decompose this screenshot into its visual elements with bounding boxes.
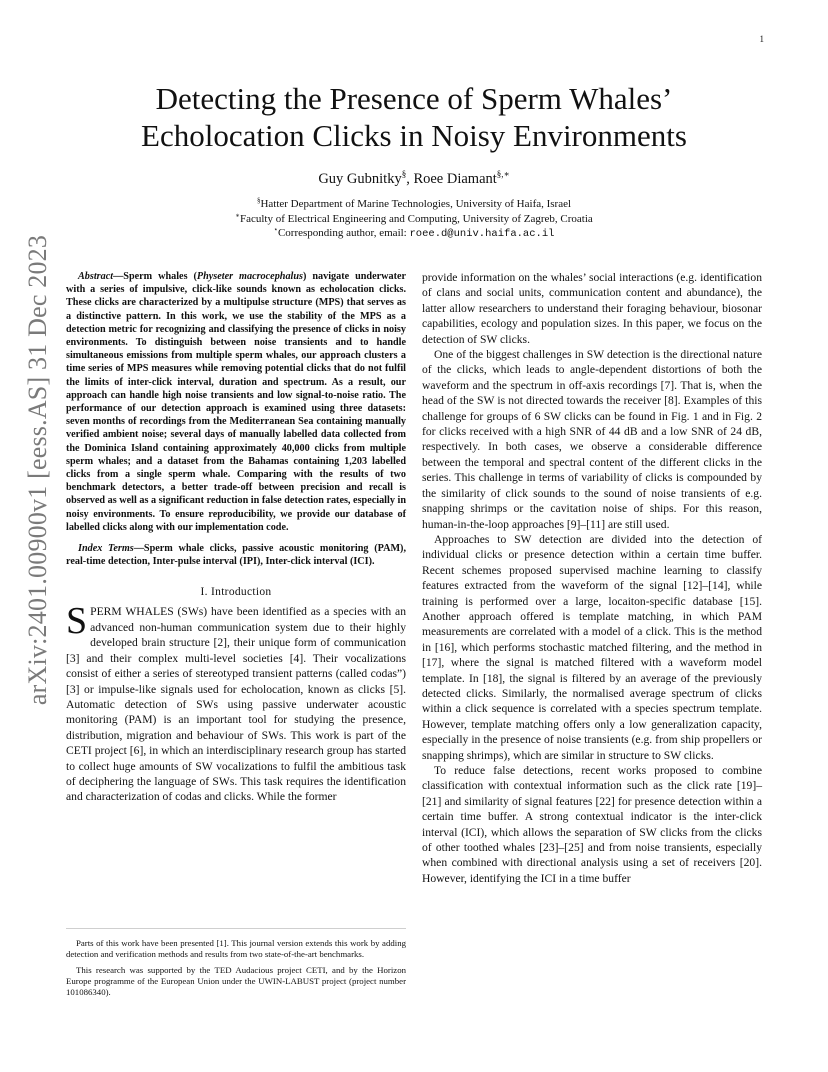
index-terms-text: —Sperm whale clicks, passive acoustic monitoring (PAM), real-time detection, Inter-pulse interval (IPI), Inter-click interval (ICI). [66,543,406,568]
dropcap: S [66,600,88,643]
footnote-1: Parts of this work have been presented [1]. This journal version extends this work by adding detection and verification methods and results from two state-of-the-art benchmarks. [66,938,406,960]
arxiv-identifier: arXiv:2401.00900v1 [eess.AS] 31 Dec 2023 [23,234,52,706]
corresponding-email[interactable]: roee.d@univ.haifa.ac.il [409,228,555,240]
affiliation-1-text: Hatter Department of Marine Technologies, University of Haifa, Israel [260,198,572,210]
abstract-species: Physeter macrocephalus [196,271,304,282]
affiliation-1 [60,197,768,212]
page-number: 1 [759,34,764,44]
left-column [66,270,406,805]
title-line-2: Echolocation Clicks in Noisy Environments [141,118,687,153]
corresponding-mark: ⋆ [273,225,278,234]
intro-paragraph-1 [66,600,406,804]
author-2-mark: §,∗ [496,169,510,180]
paper-title [60,80,768,154]
affiliation-2-text: Faculty of Electrical Engineering and Computing, University of Zagreb, Croatia [239,212,593,225]
intro-paragraph-continued: provide information on the whales’ social interactions (e.g. identification of clans and social units, communication content and abundance), the latter allow researchers to understand their foraging behaviour, biosonar capabilities, ecology and population sizes. In this paper, we focus on the detection of SW clicks. [422,271,762,346]
author-1-mark: § [401,169,407,180]
footnotes [66,938,406,1002]
intro-paragraph-2: One of the biggest challenges in SW detection is the directional nature of the clicks, which leads to angle-dependent distortions of both the waveform and the spectrum in off-axis recordings [7]. That is, when the head of the SW is not directed towards the receiver [8]. Examples of this challenge for groups of 6 SW clicks can be found in Fig. 1 and in Fig. 2 for clicks received with a high SNR of 44 dB and a low SNR of 24 dB, respectively. In both cases, we observe a considerable difference between the temporal and spectral content of the different clicks in the series. This challenge in terms of variability of clicks is compounded by the similarity of click sounds to the sound of noise transients of e.g. snapping shrimps or the cavitation noise of ships. For this reason, human-in-the-loop approaches [9]–[11] are still used. [422,348,762,531]
corresponding-author [60,226,768,242]
footnote-divider [66,928,406,929]
abstract [66,270,406,534]
affiliation-2-mark: ∗ [235,210,240,219]
right-column [422,270,762,886]
affiliations [60,197,768,242]
affiliation-2 [60,212,768,227]
footnote-2: This research was supported by the TED Audacious project CETI, and by the Horizon Europe programme of the European Union under the UWIN-LABUST project (project number 101086340). [66,964,406,998]
title-line-1: Detecting the Presence of Sperm Whales’ [155,81,673,116]
index-terms [66,542,406,568]
intro-paragraph-4: To reduce false detections, recent works proposed to combine classification with contextual information such as the click rate [19]–[21] and similarity of signal features [22] for presence detection within a certain time buffer. A strong contextual indicator is the inter-click interval (ICI), which allows the separation of SW clicks from the clicks of other toothed whales [23]–[25] and from noise transients, especially when combined with directional analysis using a set of receivers [20]. However, identifying the ICI in a time buffer [422,764,762,885]
affiliation-1-mark: § [256,196,261,205]
intro-lead-caps: PERM WHALES [90,605,174,619]
intro-paragraph-1-text: (SWs) have been identified as a species with an advanced non-human communication system due to their highly developed brain structure [2], their unique form of communication [3] and their complex multi-level societies [4]. Their vocalizations consist of either a series of stereotyped transient patterns (called codas”) [3] or impulse-like signals used for echolocation, known as clicks [5]. Automatic detection of SWs using passive underwater acoustic monitoring (PAM) is an important tool for studying the presence, distribution, migration and behaviour of SWs. This work is part of the CETI project [6], in which an interdisciplinary research group has started to collect huge amounts of SW vocalizations to fulfil the ambitious task of deciphering the language of SWs. This task requires the identification and characterization of codas and clicks. While the former [66,605,406,804]
index-terms-lead: Index Terms [78,543,134,555]
abstract-text: ) navigate underwater with a series of impulsive, click-like sounds known as echolocation clicks. These clicks are characterized by a multipulse structure (MPS) that serves as a distinctive pattern. In this work, we use the stability of the MPS as a detection metric for recognizing and classifying the presence of clicks in noisy environments. To distinguish between noise transients and to handle simultaneous emissions from multiple sperm whales, our approach clusters a time series of MPS measures while removing potential clicks that do not fulfil the limits of inter-click interval, duration and spectrum. As a result, our approach can handle high noise transients and low signal-to-noise ratio. The performance of our detection approach is examined using three datasets: seven months of recordings from the Mediterranean Sea containing manually verified ambient noise; several days of manually labelled data collected from the Dominica Island containing approximately 40,000 clicks from multiple sperm whales; and a dataset from the Bahamas containing 1,203 labelled clicks from a single sperm whale. Comparing with the results of two benchmark detectors, a better trade-off between precision and recall is observed as well as a significant reduction in false detection rates, especially in noisy environments. To ensure reproducibility, we provide our database of labelled clicks along with our implementation code. [66,271,407,533]
intro-paragraph-3: Approaches to SW detection are divided into the detection of individual clicks or presence detection within a certain time buffer. Recent schemes proposed supervised machine learning to classify features extracted from the waveform of the signal [12]–[14], while training is performed over a large, locaiton-specific database [15]. Another approach offered is template matching, in which PAM measurements are correlated with a model of a click. This is the method in [16], which performs stochastic matched filtering, and the method in [17], where the signal is matched filtered with a waveform model template. In [18], the signal is filtered by an average of the previously detected clicks. Similarly, the normalised average spectrum of clicks within a click sequence is correlated with a species spectrum template. However, template matching offers only a low generalization capacity, especially in the presence of noise transients (e.g. from ship propellers or snapping shrimps), which are similar in structure to SW clicks. [422,532,762,762]
author-2: Roee Diamant [413,171,497,187]
corresponding-prefix: Corresponding author, email: [277,227,410,239]
section-heading-introduction: I. Introduction [200,586,272,599]
author-list [60,171,768,188]
author-1: Guy Gubnitky [318,171,402,187]
arxiv-stamp [20,234,56,706]
abstract-dash: —Sperm whales ( [113,271,197,282]
author-separator: , [406,171,414,187]
abstract-lead: Abstract [78,271,114,282]
